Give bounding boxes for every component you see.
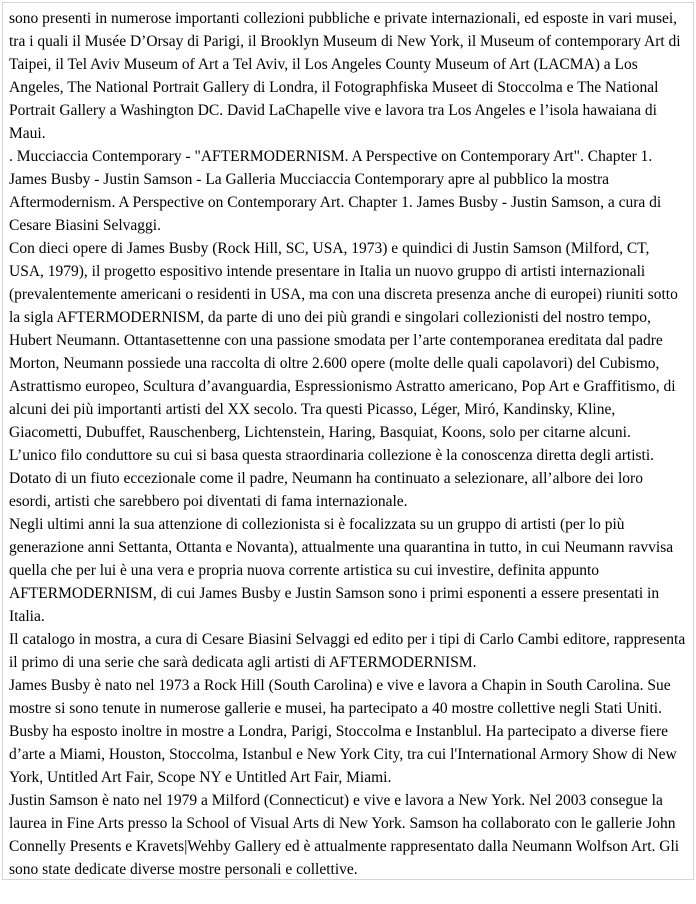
- paragraph: Justin Samson è nato nel 1979 a Milford (Connecticut) e vive e lavora a New York. Nel 2003 consegue la laurea in Fine Arts presso la School of Visual Arts di New York. Samson ha collaborato con le gallerie John Connelly Presents e Kravets|Wehby Gallery ed è attualmente rappresentato dalla Neumann Wolfson Art. Gli sono state dedicate diverse mostre personali e collettive.: [9, 792, 680, 878]
- document-page: [2, 2, 694, 880]
- paragraph: Negli ultimi anni la sua attenzione di collezionista si è focalizzata su un gruppo di artisti (per lo più generazione anni Settanta, Ottanta e Novanta), attualmente una quarantina in tutto, in cui Neumann ravvisa quella che per lui è una vera e propria nuova corrente artistica su cui investire, definita appunto AFTERMODERNISM, di cui James Busby e Justin Samson sono i primi esponenti a essere presentati in Italia.: [9, 516, 674, 625]
- paragraph: Con dieci opere di James Busby (Rock Hill, SC, USA, 1973) e quindici di Justin Samson (Milford, CT, USA, 1979), il progetto espositivo intende presentare in Italia un nuovo gruppo di artisti internazionali (prevalentemente americani o residenti in USA, ma con una discreta presenza anche di europei) riuniti sotto la sigla AFTERMODERNISM, da parte di uno dei più grandi e singolari collezionisti del nostro tempo, Hubert Neumann. Ottantasettenne con una passione smodata per l’arte contemporanea ereditata dal padre Morton, Neumann possiede una raccolta di oltre 2.600 opere (molte delle quali capolavori) del Cubismo, Astrattismo europeo, Scultura d’avanguardia, Espressionismo Astratto americano, Pop Art e Graffitismo, di alcuni dei più importanti artisti del XX secolo. Tra questi Picasso, Léger, Miró, Kandinsky, Kline, Giacometti, Dubuffet, Rauschenberg, Lichtenstein, Haring, Basquiat, Koons, solo per citarne alcuni.: [9, 240, 678, 441]
- paragraph: sono presenti in numerose importanti collezioni pubbliche e private internazionali, ed esposte in vari musei, tra i quali il Musée D’Orsay di Parigi, il Brooklyn Museum di New York, il Museum of contemporary Art di Taipei, il Tel Aviv Museum of Art a Tel Aviv, il Los Angeles County Museum of Art (LACMA) a Los Angeles, The National Portrait Gallery di Londra, il Fotographfiska Museet di Stoccolma e The National Portrait Gallery a Washington DC. David LaChapelle vive e lavora tra Los Angeles e l’isola hawaiana di Maui.: [9, 10, 681, 142]
- paragraph: James Busby è nato nel 1973 a Rock Hill (South Carolina) e vive e lavora a Chapin in South Carolina. Sue mostre si sono tenute in numerose gallerie e musei, ha partecipato a 40 mostre collettive negli Stati Uniti. Busby ha esposto inoltre in mostre a Londra, Parigi, Stoccolma e Instanblul. Ha partecipato a diverse fiere d’arte a Miami, Houston, Stoccolma, Istanbul e New York City, tra cui l'International Armory Show di New York, Untitled Art Fair, Scope NY e Untitled Art Fair, Miami.: [9, 677, 677, 786]
- document-body: [3, 3, 693, 881]
- paragraph: L’unico filo conduttore su cui si basa questa straordinaria collezione è la conoscenza diretta degli artisti. Dotato di un fiuto eccezionale come il padre, Neumann ha continuato a selezionare, all’albore dei loro esordi, artisti che sarebbero poi diventati di fama internazionale.: [9, 447, 655, 510]
- paragraph: Il catalogo in mostra, a cura di Cesare Biasini Selvaggi ed edito per i tipi di Carlo Cambi editore, rappresenta il primo di una serie che sarà dedicata agli artisti di AFTERMODERNISM.: [9, 631, 686, 671]
- paragraph: . Mucciaccia Contemporary - "AFTERMODERNISM. A Perspective on Contemporary Art". Chapter 1. James Busby - Justin Samson - La Galleria Mucciaccia Contemporary apre al pubblico la mostra Aftermodernism. A Perspective on Contemporary Art. Chapter 1. James Busby - Justin Samson, a cura di Cesare Biasini Selvaggi.: [9, 148, 662, 234]
